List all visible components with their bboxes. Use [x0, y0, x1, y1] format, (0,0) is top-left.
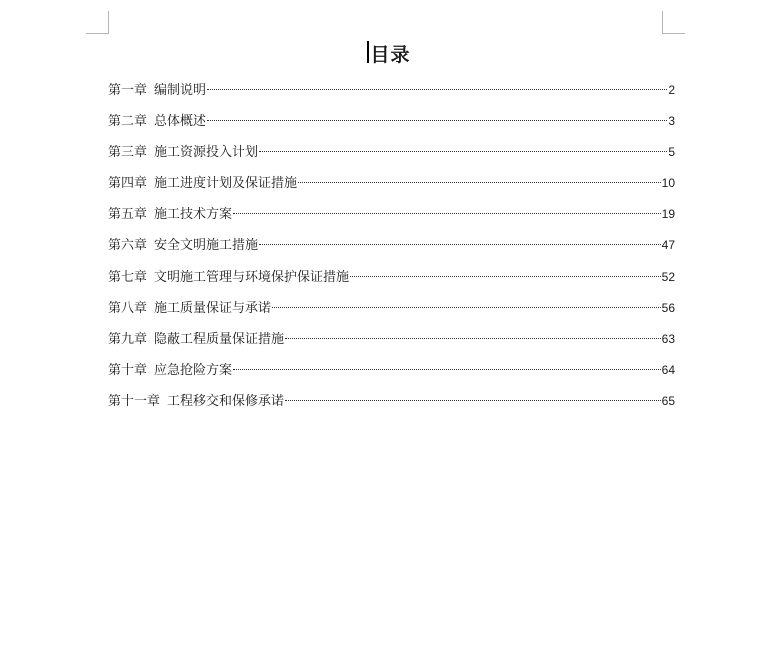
toc-chapter-number: 第四章 — [108, 176, 148, 192]
text-cursor — [367, 41, 369, 63]
toc-entry[interactable] — [108, 328, 675, 359]
toc-entry[interactable] — [108, 266, 675, 297]
toc-page-number: 47 — [661, 238, 675, 253]
toc-chapter-number: 第九章 — [108, 331, 148, 347]
toc-dot-leader — [350, 276, 661, 277]
toc-chapter-number: 第七章 — [108, 269, 148, 285]
toc-entry[interactable] — [108, 141, 675, 172]
page-margin-corner-top-right — [662, 11, 685, 34]
table-of-contents — [108, 79, 675, 421]
toc-page-number: 2 — [668, 83, 675, 97]
toc-chapter-number: 第一章 — [108, 83, 148, 98]
toc-dot-leader — [233, 369, 661, 370]
toc-heading: 施工技术方案 — [154, 207, 233, 223]
toc-heading: 安全文明施工措施 — [154, 238, 259, 254]
toc-dot-leader — [272, 307, 661, 308]
title-area[interactable] — [0, 40, 778, 67]
toc-page-number: 3 — [668, 114, 675, 129]
page-margin-corner-top-left — [86, 11, 109, 34]
toc-page-number: 52 — [661, 269, 675, 284]
toc-page-number: 63 — [661, 331, 675, 346]
toc-page-number: 10 — [661, 176, 675, 191]
toc-entry[interactable] — [108, 234, 675, 265]
toc-heading: 施工质量保证与承诺 — [154, 300, 272, 316]
toc-page-number: 65 — [661, 393, 675, 408]
toc-dot-leader — [285, 400, 661, 401]
toc-heading: 隐蔽工程质量保证措施 — [154, 331, 285, 347]
toc-page-number: 56 — [661, 300, 675, 315]
toc-heading: 施工进度计划及保证措施 — [154, 176, 298, 192]
toc-entry[interactable] — [108, 79, 675, 110]
toc-page-number: 19 — [661, 207, 675, 222]
toc-heading: 文明施工管理与环境保护保证措施 — [154, 269, 350, 285]
toc-dot-leader — [298, 182, 661, 183]
toc-chapter-number: 第六章 — [108, 238, 148, 254]
toc-entry[interactable] — [108, 172, 675, 203]
toc-entry[interactable] — [108, 110, 675, 141]
toc-heading: 总体概述 — [154, 114, 207, 130]
toc-page-number: 64 — [661, 362, 675, 377]
toc-heading: 施工资源投入计划 — [154, 145, 259, 161]
toc-chapter-number: 第三章 — [108, 145, 148, 161]
toc-heading: 编制说明 — [154, 83, 207, 98]
toc-entry[interactable] — [108, 203, 675, 234]
toc-chapter-number: 第八章 — [108, 300, 148, 316]
toc-entry[interactable] — [108, 390, 675, 421]
page-title: 目录 — [370, 44, 411, 66]
toc-chapter-number: 第五章 — [108, 207, 148, 223]
toc-dot-leader — [259, 244, 661, 245]
toc-heading: 应急抢险方案 — [154, 362, 233, 378]
toc-page-number: 5 — [668, 145, 675, 160]
toc-dot-leader — [285, 338, 661, 339]
toc-dot-leader — [233, 213, 661, 214]
toc-entry[interactable] — [108, 297, 675, 328]
toc-entry[interactable] — [108, 359, 675, 390]
toc-chapter-number: 第十章 — [108, 362, 148, 378]
toc-dot-leader — [207, 89, 667, 90]
toc-chapter-number: 第二章 — [108, 114, 148, 130]
toc-dot-leader — [259, 151, 667, 152]
toc-dot-leader — [207, 120, 667, 121]
toc-heading: 工程移交和保修承诺 — [167, 393, 285, 409]
toc-chapter-number: 第十一章 — [108, 393, 161, 409]
